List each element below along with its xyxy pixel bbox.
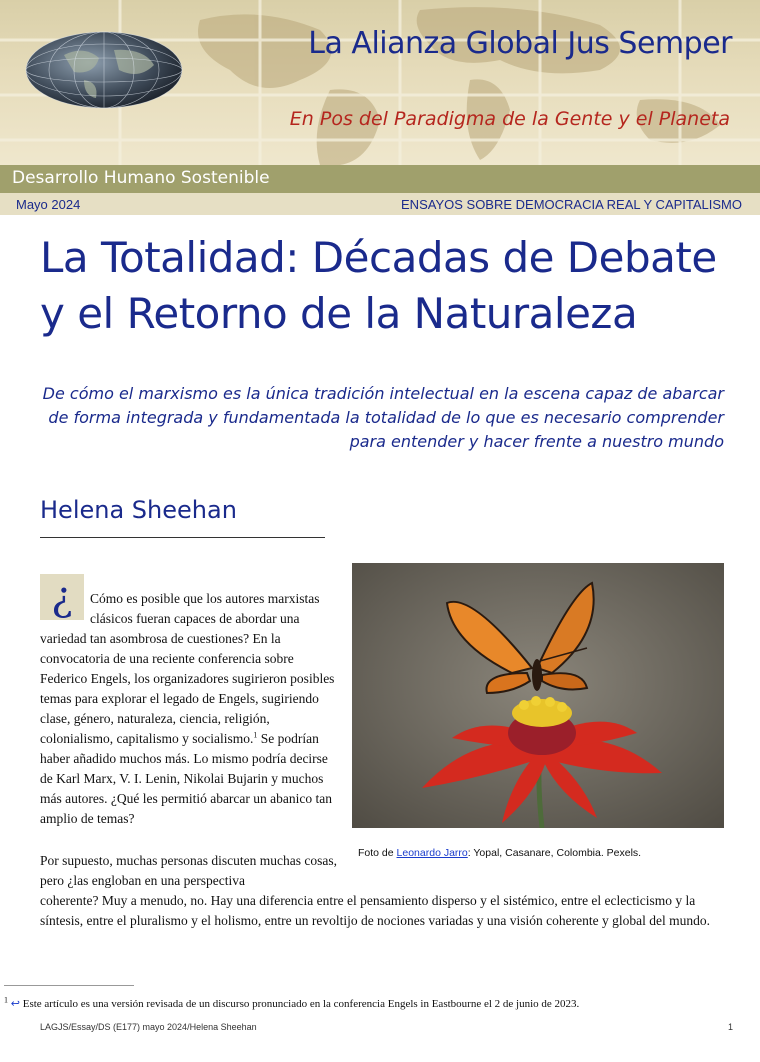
paragraph-1-opening: Cómo es posible que los autores marxistas clásicos fueran capaces de abordar una xyxy=(90,591,320,626)
page-number: 1 xyxy=(728,1022,734,1032)
footnote-ref-1[interactable]: 1 xyxy=(253,730,258,740)
caption-suffix: : Yopal, Casanare, Colombia. Pexels. xyxy=(467,847,642,859)
article-subtitle: De cómo el marxismo es la única tradición intelectual en la escena capaz de abarcar de forma integrada y fundamentada la totalidad de lo que es necesario comprender para entender y hacer frente a nuestro mundo xyxy=(42,384,724,451)
butterfly-photo xyxy=(352,563,724,828)
series-name: ENSAYOS SOBRE DEMOCRACIA REAL Y CAPITALISMO xyxy=(401,197,742,212)
footnote-number: 1 xyxy=(4,995,8,1005)
paragraph-1-text-b: Se podrían haber añadido muchos más. Lo mismo podría decirse de Karl Marx, V. I. Lenin, Nikolai Bujarin y muchos más autores. ¿Qué les permitió abarcar un abanico tan amplio de temas? xyxy=(40,731,333,826)
footer-citation: LAGJS/Essay/DS (E177) mayo 2024/Helena Sheehan xyxy=(40,1022,257,1032)
paragraph-1 xyxy=(40,629,342,829)
drop-cap: ¿ xyxy=(40,574,84,620)
section-band xyxy=(0,165,760,193)
date-band xyxy=(0,193,760,215)
photographer-link[interactable]: Leonardo Jarro xyxy=(396,847,468,859)
paragraph-2-opening: Por supuesto, muchas personas discuten muchas cosas, pero ¿las engloban en una perspectiva xyxy=(40,853,337,888)
footnote-1 xyxy=(4,997,579,1010)
globe-icon xyxy=(24,30,184,110)
author-divider xyxy=(40,537,325,538)
footnote-text: Este artículo es una versión revisada de un discurso pronunciado en la conferencia Engels in Eastbourne el 2 de junio de 2023. xyxy=(19,998,580,1010)
paragraph-2: coherente? Muy a menudo, no. Hay una diferencia entre el pensamiento disperso y el sistémico, entre el eclecticismo y la síntesis, entre el pluralismo y el holismo, entre un revoltijo de nociones variadas y una visión coherente y global del mundo. xyxy=(40,893,710,928)
photo-caption xyxy=(358,847,641,859)
butterfly-on-flower-image xyxy=(352,563,724,828)
title-line-1: La Totalidad: Décadas de Debate xyxy=(40,233,717,282)
header-banner xyxy=(0,0,760,165)
article-title xyxy=(40,230,740,342)
footnote-return-icon[interactable]: ↩ xyxy=(10,998,20,1010)
site-tagline: En Pos del Paradigma de la Gente y el Planeta xyxy=(289,108,730,130)
footnote-divider xyxy=(4,985,134,986)
author-name: Helena Sheehan xyxy=(40,496,237,524)
title-line-2: y el Retorno de la Naturaleza xyxy=(40,289,638,338)
paragraph-1-text-a: variedad tan asombrosa de cuestiones? En la convocatoria de una reciente conferencia sobre Federico Engels, los organizadores sugirieron posibles temas para explorar el legado de Engels, sugiriendo clase, género, naturaleza, ciencia, religión, colonialismo, capitalismo y socialismo. xyxy=(40,631,335,746)
site-title: La Alianza Global Jus Semper xyxy=(308,26,732,61)
section-label: Desarrollo Humano Sostenible xyxy=(12,168,270,188)
caption-prefix: Foto de xyxy=(358,847,397,859)
issue-date: Mayo 2024 xyxy=(16,197,81,212)
